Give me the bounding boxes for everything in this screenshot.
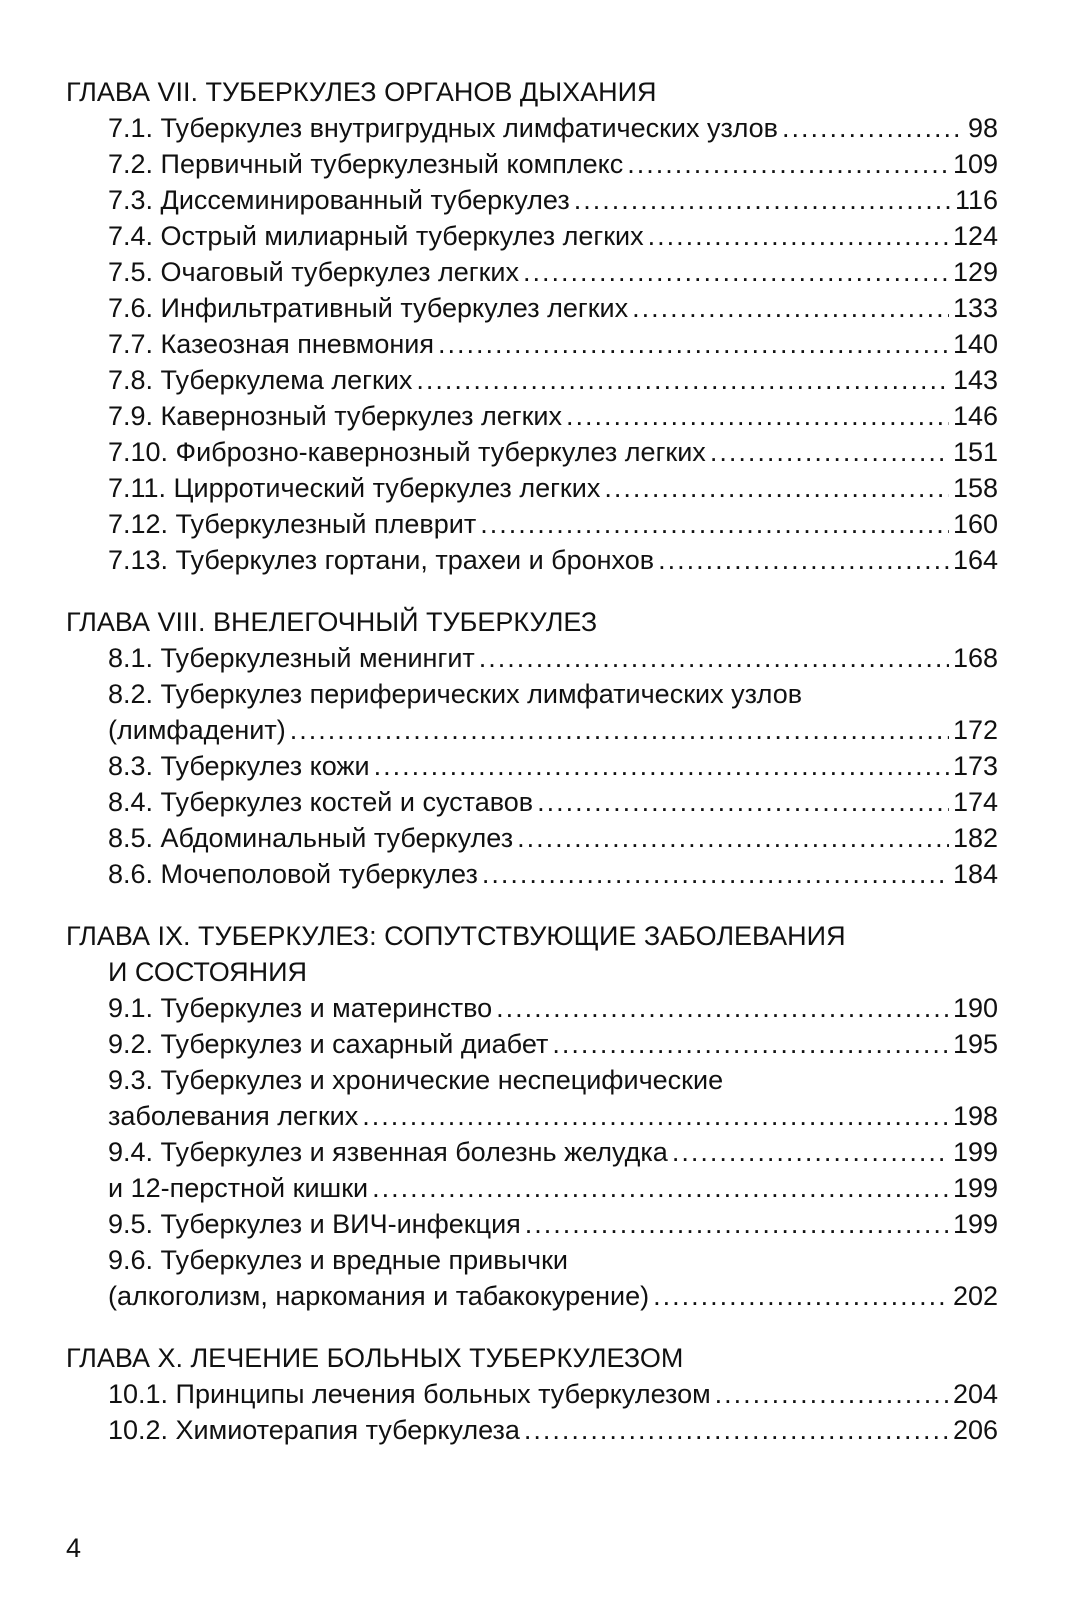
entry-page: 198 xyxy=(952,1101,998,1131)
dot-leader xyxy=(416,362,949,398)
dot-leader xyxy=(480,506,949,542)
chapter-title: ГЛАВА VII. ТУБЕРКУЛЕЗ ОРГАНОВ ДЫХАНИЯ xyxy=(66,77,657,107)
entry-page: 109 xyxy=(952,149,998,179)
entry-title: 10.2. Химиотерапия туберкулеза xyxy=(108,1415,520,1445)
toc-entry[interactable] xyxy=(66,1134,998,1170)
entry-title: и 12-перстной кишки xyxy=(108,1173,369,1203)
entry-title: (алкоголизм, наркомания и табакокурение) xyxy=(108,1281,650,1311)
toc-entry[interactable] xyxy=(66,1376,998,1412)
toc-entry[interactable] xyxy=(66,1206,998,1242)
entry-page: 133 xyxy=(952,293,998,323)
entry-page: 129 xyxy=(952,257,998,287)
page-number: 4 xyxy=(66,1533,82,1563)
toc-entry[interactable] xyxy=(66,326,998,362)
dot-leader xyxy=(290,712,949,748)
toc-entry-first-line[interactable]: 8.2. Туберкулез периферических лимфатических узлов xyxy=(108,679,803,709)
entry-page: 124 xyxy=(952,221,998,251)
entry-title: 7.10. Фиброзно-кавернозный туберкулез легких xyxy=(108,437,706,467)
dot-leader xyxy=(374,748,949,784)
toc-entry[interactable] xyxy=(66,856,998,892)
dot-leader xyxy=(523,254,949,290)
toc-entry[interactable] xyxy=(66,254,998,290)
entry-page: 184 xyxy=(952,859,998,889)
toc-entry[interactable] xyxy=(66,182,998,218)
entry-page: 140 xyxy=(952,329,998,359)
entry-title: 7.11. Цирротический туберкулез легких xyxy=(108,473,601,503)
toc-entry[interactable] xyxy=(66,542,998,578)
toc-entry[interactable] xyxy=(66,784,998,820)
entry-title: 8.5. Абдоминальный туберкулез xyxy=(108,823,514,853)
toc-entry[interactable] xyxy=(66,640,998,676)
entry-page: 158 xyxy=(952,473,998,503)
entry-title: 8.6. Мочеполовой туберкулез xyxy=(108,859,478,889)
entry-page: 164 xyxy=(952,545,998,575)
entry-page: 206 xyxy=(952,1415,998,1445)
dot-leader xyxy=(715,1376,949,1412)
entry-page: 151 xyxy=(952,437,998,467)
entry-page: 204 xyxy=(952,1379,998,1409)
entry-title: 9.1. Туберкулез и материнство xyxy=(108,993,493,1023)
entry-page: 195 xyxy=(952,1029,998,1059)
entry-title: 9.5. Туберкулез и ВИЧ-инфекция xyxy=(108,1209,521,1239)
toc-entry[interactable] xyxy=(66,1026,998,1062)
entry-title: 7.2. Первичный туберкулезный комплекс xyxy=(108,149,624,179)
entry-page: 182 xyxy=(952,823,998,853)
chapter-title: ГЛАВА VIII. ВНЕЛЕГОЧНЫЙ ТУБЕРКУЛЕЗ xyxy=(66,607,598,637)
entry-title: 9.4. Туберкулез и язвенная болезнь желудка xyxy=(108,1137,668,1167)
entry-page: 172 xyxy=(952,715,998,745)
entry-title: 8.1. Туберкулезный менингит xyxy=(108,643,475,673)
dot-leader xyxy=(627,146,949,182)
toc-entry[interactable] xyxy=(66,110,998,146)
toc-entry-first-line[interactable]: 9.3. Туберкулез и хронические неспецифические xyxy=(108,1065,724,1095)
toc-entry[interactable] xyxy=(66,362,998,398)
dot-leader xyxy=(604,470,949,506)
dot-leader xyxy=(574,182,951,218)
toc-entry[interactable] xyxy=(66,990,998,1026)
entry-page: 116 xyxy=(954,185,998,215)
toc-entry[interactable] xyxy=(66,398,998,434)
chapter-7 xyxy=(66,74,998,578)
entry-title: 8.4. Туберкулез костей и суставов xyxy=(108,787,534,817)
toc-entry[interactable] xyxy=(66,1412,998,1448)
entry-title: 9.2. Туберкулез и сахарный диабет xyxy=(108,1029,549,1059)
dot-leader xyxy=(537,784,949,820)
chapter-9 xyxy=(66,918,998,1314)
toc-entry[interactable] xyxy=(66,434,998,470)
dot-leader xyxy=(648,218,949,254)
toc-entry[interactable] xyxy=(66,218,998,254)
toc-entry[interactable] xyxy=(66,470,998,506)
chapter-10 xyxy=(66,1340,998,1448)
dot-leader xyxy=(552,1026,949,1062)
entry-page: 202 xyxy=(952,1281,998,1311)
entry-title: 7.3. Диссеминированный туберкулез xyxy=(108,185,570,215)
toc-entry-continuation[interactable] xyxy=(66,1098,998,1134)
toc-entry-continuation[interactable] xyxy=(66,712,998,748)
entry-page: 98 xyxy=(967,113,998,143)
entry-page: 146 xyxy=(952,401,998,431)
toc-entry[interactable] xyxy=(66,1170,998,1206)
dot-leader xyxy=(372,1170,949,1206)
entry-page: 199 xyxy=(952,1173,998,1203)
entry-title: 7.1. Туберкулез внутригрудных лимфатических узлов xyxy=(108,113,779,143)
entry-title: 7.4. Острый милиарный туберкулез легких xyxy=(108,221,644,251)
entry-page: 199 xyxy=(952,1137,998,1167)
dot-leader xyxy=(710,434,949,470)
dot-leader xyxy=(525,1206,949,1242)
dot-leader xyxy=(496,990,949,1026)
toc-entry[interactable] xyxy=(66,290,998,326)
dot-leader xyxy=(658,542,949,578)
entry-title: 7.9. Кавернозный туберкулез легких xyxy=(108,401,563,431)
entry-title: 8.3. Туберкулез кожи xyxy=(108,751,370,781)
chapter-title-line2: И СОСТОЯНИЯ xyxy=(108,957,308,987)
entry-page: 168 xyxy=(952,643,998,673)
entry-title: (лимфаденит) xyxy=(108,715,286,745)
entry-title: 7.12. Туберкулезный плеврит xyxy=(108,509,477,539)
chapter-8 xyxy=(66,604,998,892)
chapter-title: ГЛАВА IX. ТУБЕРКУЛЕЗ: СОПУТСТВУЮЩИЕ ЗАБОЛЕВАНИЯ xyxy=(66,921,846,951)
dot-leader xyxy=(438,326,949,362)
toc-entry[interactable] xyxy=(66,506,998,542)
entry-page: 190 xyxy=(952,993,998,1023)
dot-leader xyxy=(566,398,949,434)
entry-page: 174 xyxy=(952,787,998,817)
toc-entry-first-line[interactable]: 9.6. Туберкулез и вредные привычки xyxy=(108,1245,568,1275)
dot-leader xyxy=(479,640,949,676)
toc-entry[interactable] xyxy=(66,820,998,856)
dot-leader xyxy=(632,290,949,326)
entry-page: 199 xyxy=(952,1209,998,1239)
dot-leader xyxy=(517,820,949,856)
entry-title: 7.13. Туберкулез гортани, трахеи и бронхов xyxy=(108,545,655,575)
dot-leader xyxy=(782,110,964,146)
dot-leader xyxy=(482,856,949,892)
toc-entry[interactable] xyxy=(66,748,998,784)
dot-leader xyxy=(653,1278,949,1314)
entry-title: 7.5. Очаговый туберкулез легких xyxy=(108,257,519,287)
entry-title: заболевания легких xyxy=(108,1101,359,1131)
toc-entry-continuation[interactable] xyxy=(66,1278,998,1314)
dot-leader xyxy=(524,1412,949,1448)
entry-title: 7.7. Казеозная пневмония xyxy=(108,329,434,359)
entry-page: 160 xyxy=(952,509,998,539)
toc-entry[interactable] xyxy=(66,146,998,182)
entry-title: 7.6. Инфильтративный туберкулез легких xyxy=(108,293,629,323)
entry-title: 10.1. Принципы лечения больных туберкулезом xyxy=(108,1379,711,1409)
chapter-title: ГЛАВА X. ЛЕЧЕНИЕ БОЛЬНЫХ ТУБЕРКУЛЕЗОМ xyxy=(66,1343,684,1373)
table-of-contents xyxy=(66,74,998,1474)
dot-leader xyxy=(672,1134,949,1170)
entry-page: 173 xyxy=(952,751,998,781)
entry-page: 143 xyxy=(952,365,998,395)
dot-leader xyxy=(362,1098,949,1134)
entry-title: 7.8. Туберкулема легких xyxy=(108,365,413,395)
